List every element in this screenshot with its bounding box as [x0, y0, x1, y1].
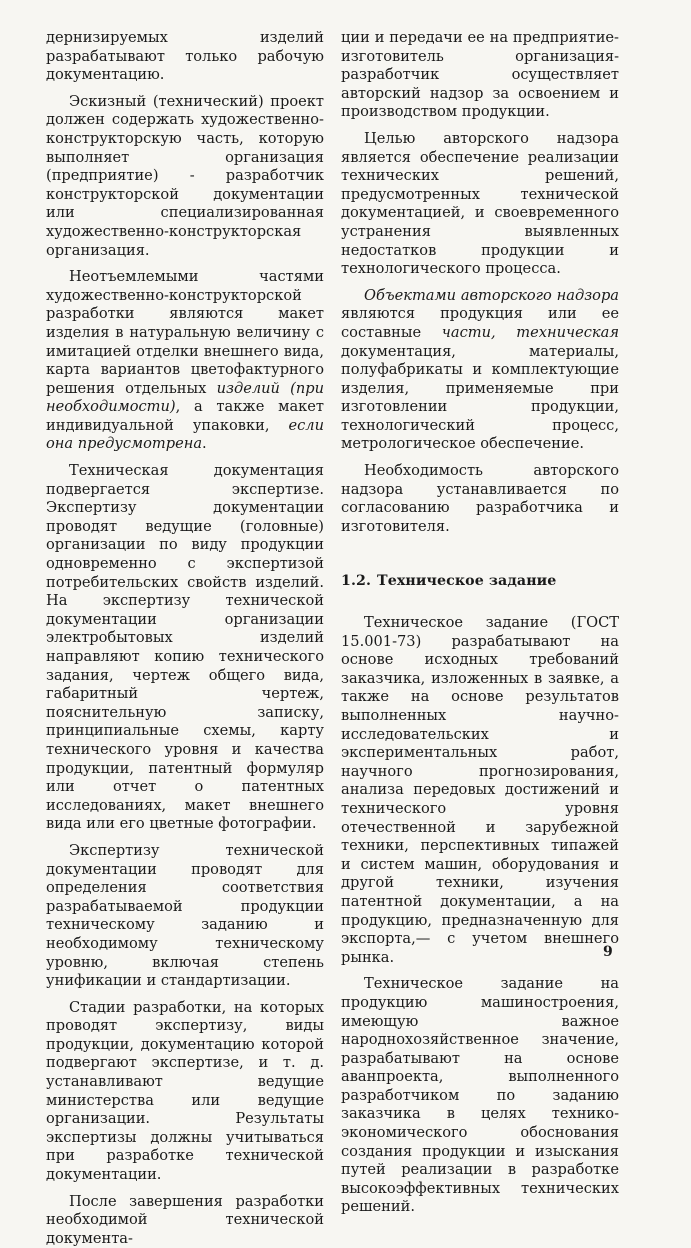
paragraph-after-completion: После завершения разработки необходимой технической документа- [46, 1192, 324, 1247]
paragraph-sketch-project: Эскизный (технический) проект должен содержать художественно-конструкторскую часть, которую выполняет организация (предприятие) - разработчик конструкторской документации или специализированная художественно-конструкторская организация. [46, 92, 324, 259]
paragraph-supervision-goal: Целью авторского надзора является обеспечение реализации технических решений, предусмотренных технической документацией, и своевременного устранения выявленных недостатков продукции и технологического процесса. [341, 129, 619, 278]
section-title: Техническое задание [377, 573, 557, 590]
italic-run: изделий (при необходимости) [46, 379, 324, 416]
paragraph-expertise: Техническая документация подвергается экспертизе. Экспертизу документации проводят ведущие (головные) организации по виду продукции одновременно с экспертизой потребительских свойств изделий. На экспертизу технической документации организации электробытовых изделий направляют копию технического задания, чертеж общего вида, габаритный чертеж, пояснительную записку, принципиальные схемы, карту технического уровня и качества продукции, патентный формуляр или отчет о патентных исследованиях, макет внешнего вида или его цветные фотографии. [46, 462, 324, 833]
paragraph-continued: дернизируемых изделий разрабатывают только рабочую документацию. [46, 29, 324, 84]
paragraph-development-stages: Стадии разработки, на которых проводят экспертизу, виды продукции, документацию которой подвергают экспертизе, и т. д. устанавливают ведущие министерства или ведущие организации. Результаты экспертизы должны учитываться при разработке технической документации. [46, 998, 324, 1184]
italic-run: части, техническая [441, 323, 619, 341]
italic-run: если она предусмотрена [46, 416, 324, 453]
text-run: , а также макет индивидуальной упаковки, [46, 398, 324, 434]
paragraph-supervision-objects [341, 287, 619, 454]
paragraph-machine-building: Техническое задание на продукцию машиностроения, имеющую важное народнохозяйственное значение, разрабатывают на основе аванпроекта, выполненного разработчиком по заданию заказчика в целях технико-экономического обоснования создания продукции и изыскания путей реализации в разработке высокоэффективных технических решений. [341, 975, 619, 1216]
text-run: документация, материалы, полуфабрикаты и комплектующие изделия, применяемые при изготовлении продукции, технологический процесс, метрологическое обеспечение. [341, 342, 619, 453]
right-column [341, 29, 619, 1217]
page-number: 9 [603, 944, 613, 960]
paragraph-supervision-necessity: Необходимость авторского надзора устанавливается по согласованию разработчика и изготовителя. [341, 462, 619, 535]
paragraph-design-parts [46, 268, 324, 454]
section-heading [341, 572, 619, 591]
text-run: . [202, 435, 207, 453]
paragraph-continued: ции и передачи ее на предприятие-изготовитель организация-разработчик осуществляет авторский надзор за освоением и производством продукции. [341, 29, 619, 121]
paragraph-expertise-purpose: Экспертизу технической документации проводят для определения соответствия разрабатываемой продукции техническому заданию и необходимому техническому уровню, включая степень унификации и стандартизации. [46, 841, 324, 990]
italic-run: Объектами авторского надзора [364, 286, 619, 304]
left-column [46, 29, 324, 1248]
text-run: Неотъемлемыми частями художественно-конструкторской разработки являются макет изделия в натуральную величину с имитацией отделки внешнего вида, карта вариантов цветофактурного решения отдельных [46, 268, 324, 397]
text-run: являются продукция или ее составные [341, 305, 619, 341]
paragraph-technical-task: Техническое задание (ГОСТ 15.001-73) разрабатывают на основе исходных требований заказчика, изложенных в заявке, а также на основе результатов выполненных научно-исследовательских и экспериментальных работ, научного прогнозирования, анализа передовых достижений и технического уровня отечественной и зарубежной техники, перспективных типажей и систем машин, оборудования и другой техники, изучения патентной документации, а на продукцию, предназначенную для экспорта,— с учетом внешнего рынка. [341, 614, 619, 966]
section-number: 1.2. [341, 573, 372, 590]
